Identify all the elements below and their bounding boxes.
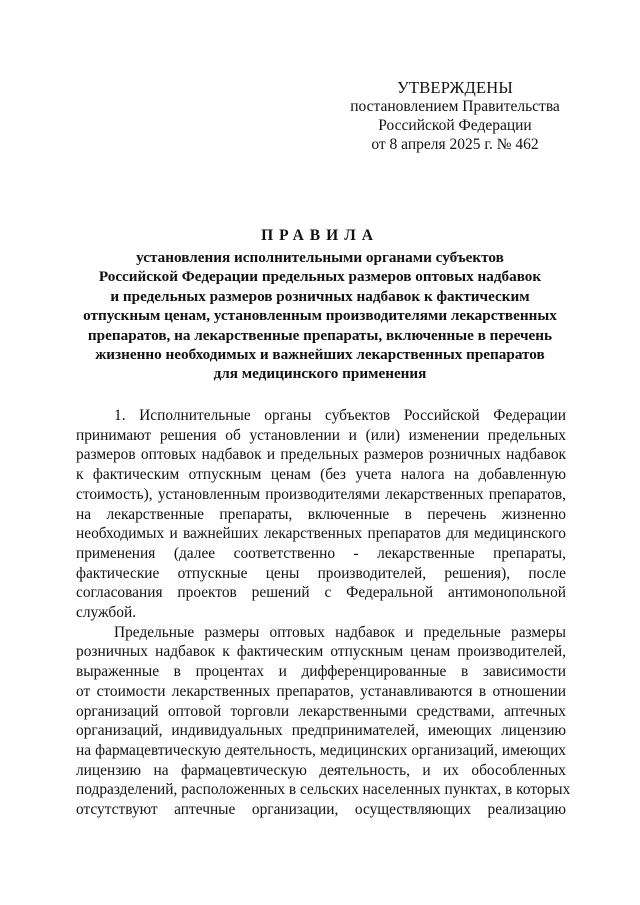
document-title: ПРАВИЛА [261,227,379,244]
subtitle-line: препаратов, на лекарственные препараты, включенные в перечень [87,326,553,344]
paragraph-line: организаций, индивидуальных предпринимателей, имеющих лицензию [76,722,566,740]
document-subtitle [70,248,570,384]
paragraph-line: согласования проектов решений с Федеральной антимонопольной [76,584,566,602]
paragraph-line: принимают решения об установлении и (или) изменении предельных [76,426,566,444]
subtitle-line: отпускным ценам, установленным производителями лекарственных [83,307,557,325]
subtitle-line: Российской Федерации предельных размеров оптовых надбавок [98,268,542,286]
paragraph-1 [76,406,566,623]
paragraph-line: применения (далее соответственно - лекарственные препараты, [76,544,566,562]
approval-line-1: постановлением Правительства [350,98,560,115]
paragraph-line: к фактическим отпускным ценам (без учета налога на добавленную [76,466,566,484]
paragraph-line: лицензию на фармацевтическую деятельность, и их обособленных [76,761,566,779]
paragraph-line: стоимость), установленным производителями лекарственных препаратов, [76,485,566,503]
approval-heading: УТВЕРЖДЕНЫ [397,78,513,97]
approval-line-2: Российской Федерации [378,117,532,134]
paragraph-line: фактические отпускные цены производителей, решения), после [76,564,566,582]
paragraph-line: на фармацевтическую деятельность, медицинских организаций, имеющих [76,741,566,759]
paragraph-line: выраженные в процентах и дифференцированные в зависимости [76,663,566,681]
paragraph-line: на лекарственные препараты, включенные в перечень жизненно [76,505,566,523]
paragraph-line: Предельные размеры оптовых надбавок и предельные размеры [114,623,566,641]
paragraph-line: подразделений, расположенных в сельских населенных пунктах, в которых [76,781,571,799]
paragraph-line: отсутствуют аптечные организации, осуществляющих реализацию [76,801,566,819]
paragraph-line: службой. [76,604,137,622]
subtitle-line: жизненно необходимых и важнейших лекарственных препаратов [95,346,545,364]
paragraph-line: размеров оптовых надбавок и предельных размеров розничных надбавок [76,446,566,464]
paragraph-line: от стоимости лекарственных препаратов, устанавливаются в отношении [76,682,566,700]
approval-stamp [340,78,570,154]
paragraph-2 [76,623,571,820]
paragraph-line: необходимых и важнейших лекарственных препаратов для медицинского [76,525,566,543]
paragraph-line: 1. Исполнительные органы субъектов Российской Федерации [114,407,566,424]
approval-line-3: от 8 апреля 2025 г. № 462 [371,136,539,153]
paragraph-line: организаций оптовой торговли лекарственными средствами, аптечных [76,702,566,720]
subtitle-line: и предельных размеров розничных надбавок к фактическим [110,287,530,305]
document-body [76,406,571,820]
paragraph-line: розничных надбавок к фактическим отпускным ценам производителей, [76,643,566,661]
subtitle-line: установления исполнительными органами субъектов [136,249,504,266]
subtitle-line: для медицинского применения [213,365,427,383]
